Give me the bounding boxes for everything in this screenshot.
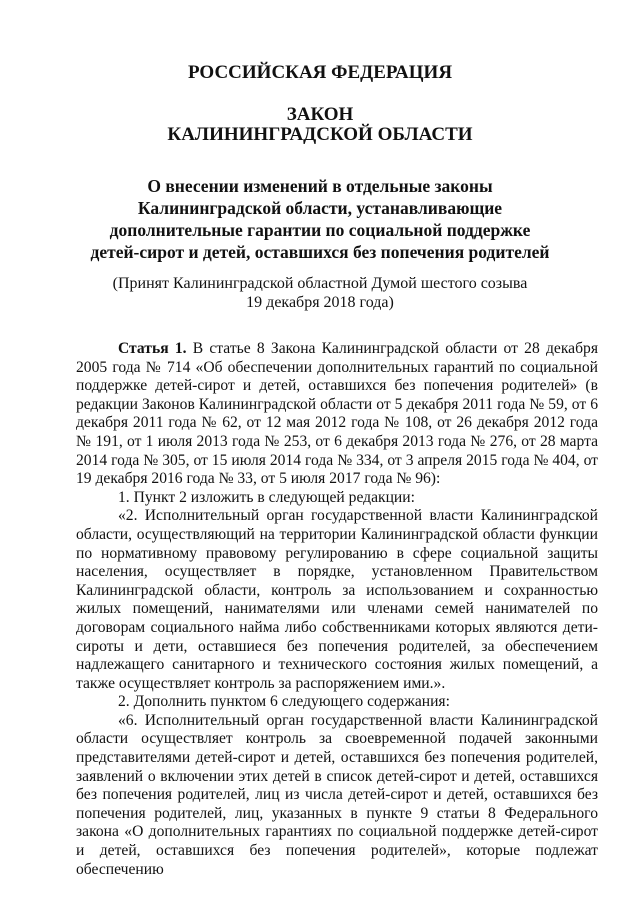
law-title-line: детей-сирот и детей, оставшихся без попечения родителей [90,242,550,262]
adoption-line: 19 декабря 2018 года) [246,294,394,311]
law-title [0,175,640,263]
item-2-paragraph: 2. Дополнить пунктом 6 следующего содержания: [118,693,450,711]
adoption-line: (Принят Калининградской областной Думой шестого созыва [112,275,528,292]
quote-1-paragraph: «2. Исполнительный орган государственной власти Калининградской области, осуществляющий на территории Калининградской области функции по нормативному правовому регулированию в сфере социальной защиты населения, осуществляет в порядке, установленном Правительством Калининградской области, контроль за использованием и сохранностью жилых помещений, нанимателями или членами семей нанимателей по договорам социального найма либо собственниками которых являются дети-сироты и дети, оставшиеся без попечения родителей, за обеспечением надлежащего санитарного и технического состояния жилых помещений, а также осуществляет контроль за распоряжением ими.». [76,507,598,692]
article-1-paragraph [76,340,598,489]
law-body [76,340,598,879]
doc-type-heading: ЗАКОН [286,104,354,125]
quote-2-paragraph: «6. Исполнительный орган государственной власти Калининградской области осуществляет контроль за своевременной подачей законными представителями детей-сирот и детей, оставшихся без попечения родителей, заявлений о включении этих детей в список детей-сирот и детей, оставшихся без попечения родителей, лиц из числа детей-сирот и детей, оставшихся без попечения родителей, лиц, указанных в пункте 9 статьи 8 Федерального закона «О дополнительных гарантиях по социальной поддержке детей-сирот и детей, оставшихся без попечения родителей», которые подлежат обеспечению [76,711,598,878]
law-title-line: Калининградской области, устанавливающие [137,198,503,218]
law-title-line: дополнительные гарантии по социальной поддержке [109,220,531,240]
adoption-note [0,274,640,312]
article-1-text: В статье 8 Закона Калининградской области от 28 декабря 2005 года № 714 «Об обеспечении дополнительных гарантий по социальной поддержке детей-сирот и детей, оставшихся без попечения родителей» (в редакции Законов Калининградской области от 5 декабря 2011 года № 59, от 6 декабря 2011 года № 62, от 12 мая 2012 года № 108, от 26 декабря 2012 года № 191, от 1 июля 2013 года № 253, от 6 декабря 2013 года № 276, от 28 марта 2014 года № 305, от 15 июля 2014 года № 334, от 3 апреля 2015 года № 404, от 19 декабря 2016 года № 33, от 5 июля 2017 года № 96): [76,340,598,488]
article-1-label: Статья 1. [118,340,187,357]
country-heading: РОССИЙСКАЯ ФЕДЕРАЦИЯ [187,62,453,83]
law-title-line: О внесении изменений в отдельные законы [147,176,493,196]
region-heading: КАЛИНИНГРАДСКОЙ ОБЛАСТИ [167,124,473,145]
item-1-paragraph: 1. Пункт 2 изложить в следующей редакции: [118,488,415,506]
